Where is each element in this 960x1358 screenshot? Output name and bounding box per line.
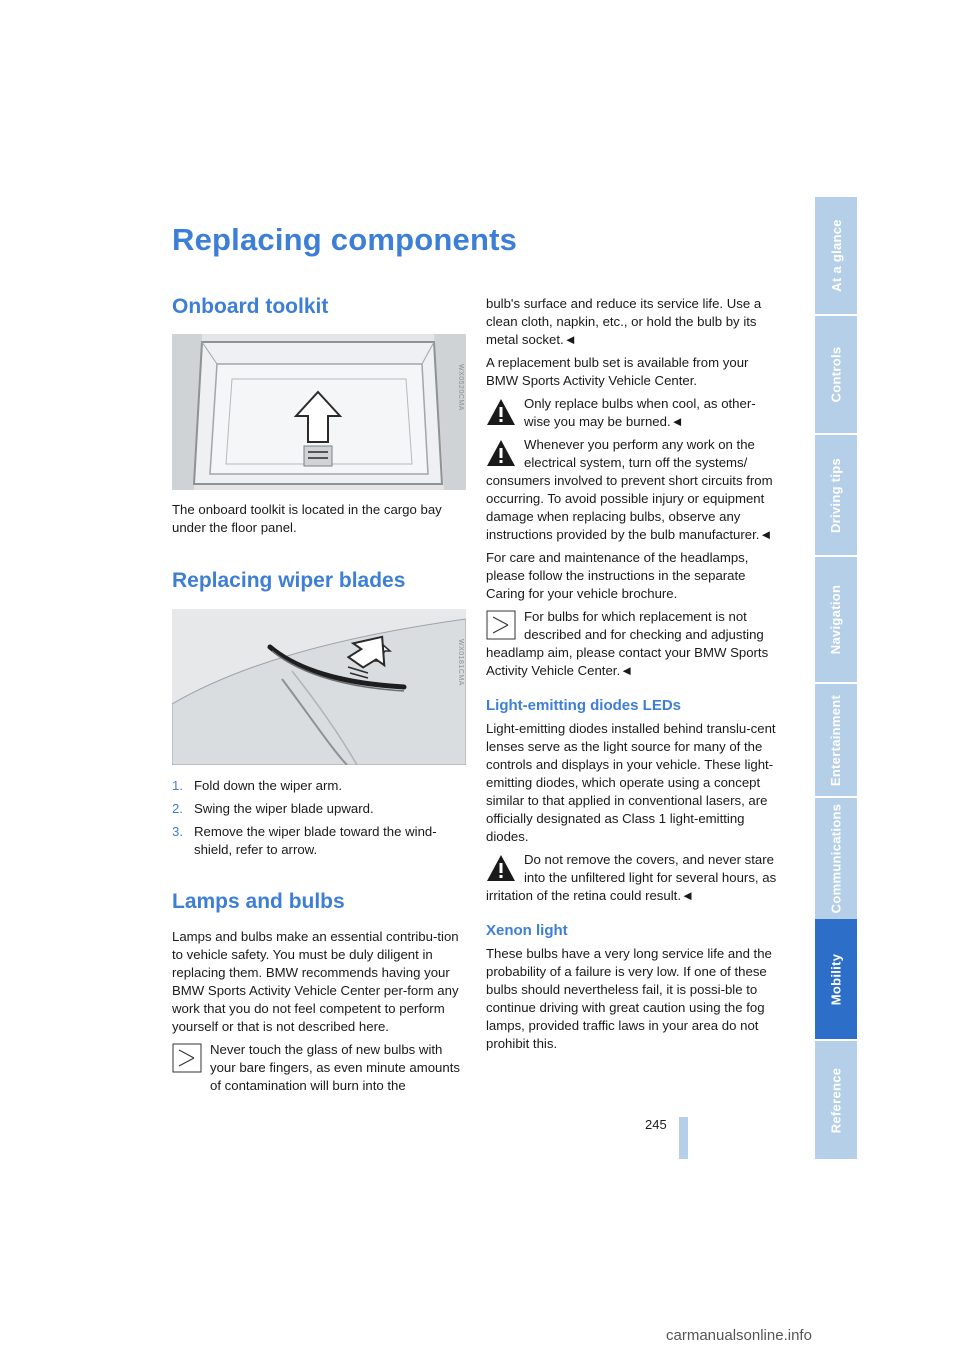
figure-code: WX0520CMA xyxy=(457,364,464,411)
warning-led xyxy=(486,851,778,905)
warning-electrical-text: Whenever you perform any work on the electrical system, turn off the systems/ consumers involved to prevent short circuits from occurring. To avoid possible injury or equipment damage when replacing bulbs, observe any instructions provided by the bulb manufacturer.◄ xyxy=(486,437,773,542)
tab-entertainment[interactable]: Entertainment xyxy=(828,694,844,786)
note-arrow-icon xyxy=(172,1043,202,1073)
wiper-steps xyxy=(172,777,466,864)
warning-triangle-icon xyxy=(486,397,516,427)
toolkit-text: The onboard toolkit is located in the cargo bay under the floor panel. xyxy=(172,502,442,535)
figure-wiper xyxy=(172,609,466,765)
page-number: 245 xyxy=(645,1117,667,1132)
warning-electrical xyxy=(486,436,778,544)
page-number-bar xyxy=(679,1117,688,1159)
note-bulbs xyxy=(486,608,778,680)
list-item: 2. Swing the wiper blade upward. xyxy=(172,801,374,816)
warning-triangle-icon xyxy=(486,853,516,883)
wiper-illustration xyxy=(172,609,466,765)
tab-driving-tips[interactable]: Driving tips xyxy=(828,457,844,533)
cargo-bay-illustration xyxy=(172,334,466,490)
tab-mobility[interactable]: Mobility xyxy=(815,919,857,1039)
replacement-set-text: A replacement bulb set is available from your BMW Sports Activity Vehicle Center. xyxy=(486,355,749,388)
warning-cool xyxy=(486,395,778,431)
figure-cargo-bay xyxy=(172,334,466,490)
care-text: For care and maintenance of the headlamps, please follow the instructions in the separate Caring for your vehicle brochure. xyxy=(486,550,749,601)
note-touch-continued: bulb's surface and reduce its service life. Use a clean cloth, napkin, etc., or hold the bulb by its metal socket.◄ xyxy=(486,296,762,347)
page-title: Replacing components xyxy=(172,222,518,257)
lamps-text: Lamps and bulbs make an essential contribu-tion to vehicle safety. You must be duly diligent in replacing them. BMW recommends having your BMW Sports Activity Vehicle Center per-form any work that you do not feel competent to perform yourself or that is not described here. xyxy=(172,929,459,1034)
watermark: carmanualsonline.info xyxy=(666,1327,812,1344)
tab-communications[interactable]: Communications xyxy=(828,803,844,914)
tab-at-a-glance[interactable]: At a glance xyxy=(828,219,844,292)
heading-onboard-toolkit: Onboard toolkit xyxy=(172,295,329,318)
tab-navigation[interactable]: Navigation xyxy=(828,584,844,655)
note-touch-text: Never touch the glass of new bulbs with your bare fingers, as even minute amounts of contamination will burn into the xyxy=(210,1042,460,1093)
list-item: 1. Fold down the wiper arm. xyxy=(172,778,343,793)
heading-leds: Light-emitting diodes LEDs xyxy=(486,697,681,714)
note-bulbs-text: For bulbs for which replacement is not described and for checking and adjusting headlamp aim, please contact your BMW Sports Activity Vehicle Center.◄ xyxy=(486,609,769,678)
chapter-sidebar xyxy=(815,197,857,1159)
warning-triangle-icon xyxy=(486,438,516,468)
heading-lamps-bulbs: Lamps and bulbs xyxy=(172,890,345,913)
list-item: 3. Remove the wiper blade toward the wind-shield, refer to arrow. xyxy=(172,824,437,857)
note-touch xyxy=(172,1041,464,1095)
tab-controls[interactable]: Controls xyxy=(828,346,844,403)
note-arrow-icon xyxy=(486,610,516,640)
warning-cool-text: Only replace bulbs when cool, as other-wise you may be burned.◄ xyxy=(524,396,756,429)
heading-xenon: Xenon light xyxy=(486,922,568,939)
led-text: Light-emitting diodes installed behind translu-cent lenses serve as the light source for many of the controls and displays in your vehicle. These light-emitting diodes, which operate using a concept similar to that applied in conventional lasers, are officially designated as Class 1 light-emitting diodes. xyxy=(486,721,776,844)
xenon-text: These bulbs have a very long service life and the probability of a failure is very low. If one of these bulbs should nevertheless fail, it is possi-ble to continue driving with great caution using the fog lamps, provided traffic laws in your area do not prohibit this. xyxy=(486,946,772,1051)
warning-led-text: Do not remove the covers, and never stare into the unfiltered light for several hours, as irritation of the retina could result.◄ xyxy=(486,852,777,903)
tab-reference[interactable]: Reference xyxy=(828,1067,844,1133)
figure-code: WX0181CMA xyxy=(457,639,464,686)
heading-wiper-blades: Replacing wiper blades xyxy=(172,569,406,592)
